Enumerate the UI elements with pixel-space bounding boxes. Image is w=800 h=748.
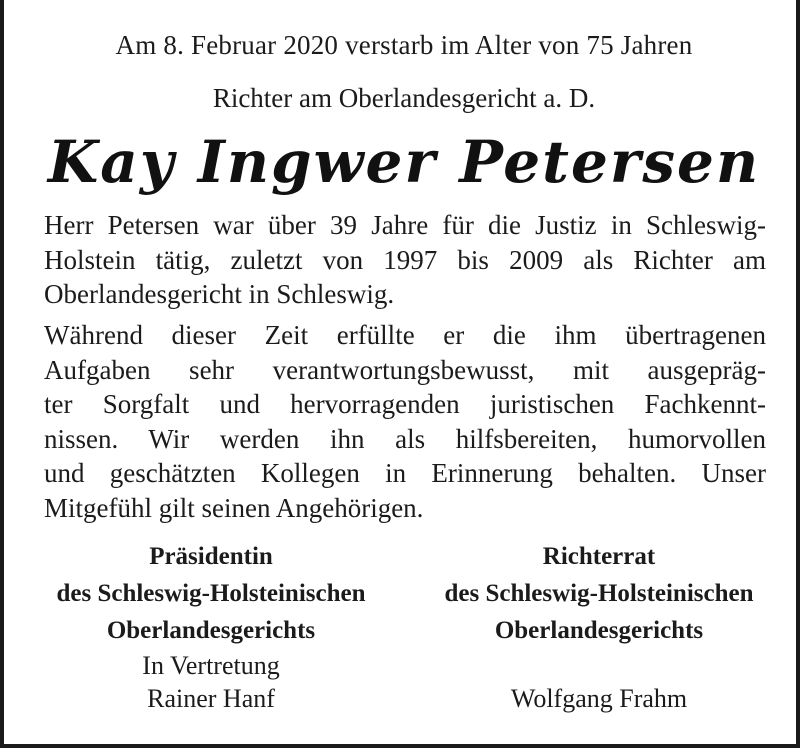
signature-org-line: Oberlandesgerichts [106, 617, 316, 644]
paragraph-career [44, 208, 766, 312]
paragraph-line: und geschätzten Kollegen in Erinnerung behalten. Unser [44, 458, 766, 488]
signature-note: In Vertretung [142, 651, 280, 680]
deceased-name: Kay Ingwer Petersen [47, 128, 761, 196]
signature-org-line: des Schleswig-Holsteinischen [56, 580, 366, 607]
signer-name: Wolfgang Frahm [510, 684, 688, 713]
paragraph-line: ter Sorgfalt und hervorragenden juristischen Fachkennt- [44, 389, 766, 419]
signature-org-line: des Schleswig-Holsteinischen [444, 580, 754, 607]
paragraph-line: Aufgaben sehr verantwortungsbewusst, mit ausgepräg- [44, 354, 766, 385]
signature-block-left [21, 538, 401, 715]
signature-spacer [409, 649, 789, 682]
signature-org-line: Oberlandesgerichts [494, 617, 704, 644]
signature-block-right [409, 538, 789, 715]
paragraph-line: Mitgefühl gilt seinen Angehörigen. [44, 492, 424, 523]
death-announcement: Am 8. Februar 2020 verstarb im Alter von 75 Jahren [115, 30, 693, 60]
paragraph-line: Während dieser Zeit erfüllte er die ihm übertragenen [44, 320, 766, 350]
paragraph-tribute [44, 318, 766, 525]
paragraph-line: Oberlandesgericht in Schleswig. [44, 279, 395, 309]
paragraph-line: nissen. Wir werden ihn als hilfsbereiten, humorvollen [44, 423, 766, 454]
signer-name: Rainer Hanf [147, 684, 275, 713]
signature-title: Richterrat [542, 543, 656, 570]
signature-title: Präsidentin [149, 543, 273, 570]
deceased-title: Richter am Oberlandesgericht a. D. [212, 83, 596, 113]
paragraph-line: Holstein tätig, zuletzt von 1997 bis 2009 als Richter am [44, 244, 766, 275]
paragraph-line: Herr Petersen war über 39 Jahre für die Justiz in Schleswig- [44, 210, 766, 240]
